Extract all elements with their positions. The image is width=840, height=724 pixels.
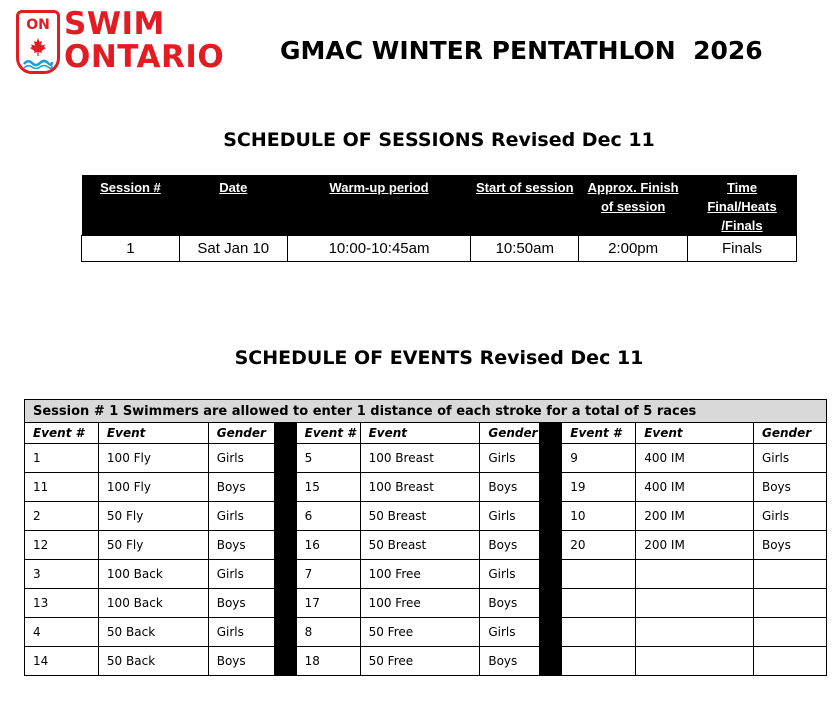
event-name-cell: 50 Back [98,647,208,676]
header-event: Event [98,423,208,444]
column-divider [274,618,296,647]
start-cell: 10:50am [471,236,579,262]
event-number-cell: 1 [25,444,99,473]
event-name-cell [636,647,754,676]
gender-cell: Boys [480,589,540,618]
event-name-cell [636,618,754,647]
event-name-cell: 100 Free [360,589,480,618]
gender-cell: Girls [480,502,540,531]
event-number-cell: 20 [562,531,636,560]
gender-cell: Boys [208,531,274,560]
gender-cell: Boys [753,531,826,560]
events-table [24,399,827,676]
column-divider [540,502,562,531]
event-name-cell: 200 IM [636,502,754,531]
column-divider [274,502,296,531]
event-name-cell: 100 Breast [360,444,480,473]
gender-cell: Boys [480,647,540,676]
sessions-table [81,175,797,262]
column-divider [540,589,562,618]
event-number-cell: 12 [25,531,99,560]
event-name-cell: 200 IM [636,531,754,560]
maple-leaf-icon [28,37,48,57]
event-number-cell: 3 [25,560,99,589]
event-name-cell [636,560,754,589]
event-name-cell: 50 Back [98,618,208,647]
column-divider [274,531,296,560]
gender-cell [753,618,826,647]
header-event-number: Event # [25,423,99,444]
event-number-cell: 10 [562,502,636,531]
header-session-number: Session # [82,175,180,236]
events-header-row [25,423,827,444]
table-row [25,531,827,560]
logo-badge-text: ON [26,17,50,33]
event-number-cell: 7 [296,560,360,589]
table-row [25,560,827,589]
event-name-cell: 400 IM [636,444,754,473]
column-divider [274,473,296,502]
session-number-cell: 1 [82,236,180,262]
table-row [25,473,827,502]
header-event: Event [360,423,480,444]
table-row [25,502,827,531]
column-divider [540,444,562,473]
table-row [25,618,827,647]
column-divider [274,444,296,473]
event-number-cell: 5 [296,444,360,473]
event-name-cell: 50 Breast [360,502,480,531]
header-event-number: Event # [296,423,360,444]
event-name-cell [636,589,754,618]
event-number-cell: 4 [25,618,99,647]
gender-cell: Boys [753,473,826,502]
finish-cell: 2:00pm [579,236,688,262]
gender-cell [753,560,826,589]
gender-cell: Girls [208,560,274,589]
event-number-cell [562,560,636,589]
header-time-final: Time Final/Heats /Finals [688,175,797,236]
table-row [25,444,827,473]
gender-cell: Girls [208,444,274,473]
event-number-cell [562,618,636,647]
gender-cell: Boys [208,647,274,676]
time-final-cell: Finals [688,236,797,262]
header-approx-finish: Approx. Finish of session [579,175,688,236]
event-name-cell: 50 Breast [360,531,480,560]
event-name-cell: 50 Free [360,618,480,647]
header-gender: Gender [753,423,826,444]
header-warmup-period: Warm-up period [287,175,471,236]
gender-cell: Boys [208,589,274,618]
gender-cell: Boys [480,531,540,560]
logo-line-2: ONTARIO [64,39,225,75]
header-gender: Gender [208,423,274,444]
gender-cell: Girls [753,444,826,473]
event-number-cell: 19 [562,473,636,502]
event-number-cell: 8 [296,618,360,647]
event-number-cell: 18 [296,647,360,676]
table-row [25,589,827,618]
gender-cell [753,589,826,618]
event-name-cell: 400 IM [636,473,754,502]
event-name-cell: 100 Back [98,589,208,618]
event-name-cell: 50 Fly [98,502,208,531]
logo-wordmark [64,8,224,74]
header-gender: Gender [480,423,540,444]
event-name-cell: 100 Breast [360,473,480,502]
event-number-cell [562,589,636,618]
sessions-section-title: SCHEDULE OF SESSIONS Revised Dec 11 [223,129,655,151]
event-number-cell: 17 [296,589,360,618]
event-name-cell: 100 Back [98,560,208,589]
table-row [25,647,827,676]
event-number-cell: 9 [562,444,636,473]
event-number-cell: 13 [25,589,99,618]
date-cell: Sat Jan 10 [179,236,287,262]
events-banner-row [25,400,827,423]
logo-badge [16,10,60,74]
gender-cell: Girls [480,444,540,473]
gender-cell: Boys [480,473,540,502]
gender-cell: Girls [480,560,540,589]
event-number-cell: 2 [25,502,99,531]
column-divider [274,647,296,676]
event-name-cell: 100 Fly [98,473,208,502]
event-number-cell: 15 [296,473,360,502]
header-event-number: Event # [562,423,636,444]
column-divider [274,423,296,444]
column-divider [274,589,296,618]
column-divider [540,618,562,647]
event-name-cell: 50 Fly [98,531,208,560]
page-title: GMAC WINTER PENTATHLON 2026 [280,36,763,65]
event-name-cell: 100 Free [360,560,480,589]
header-event: Event [636,423,754,444]
gender-cell [753,647,826,676]
sessions-header-row [82,175,797,236]
gender-cell: Girls [208,618,274,647]
event-number-cell: 16 [296,531,360,560]
event-number-cell: 11 [25,473,99,502]
event-number-cell: 14 [25,647,99,676]
events-section-title: SCHEDULE OF EVENTS Revised Dec 11 [234,347,644,369]
event-number-cell: 6 [296,502,360,531]
event-name-cell: 100 Fly [98,444,208,473]
wave-icon [23,57,53,69]
gender-cell: Girls [753,502,826,531]
column-divider [274,560,296,589]
table-row [82,236,797,262]
swim-ontario-logo [16,6,225,78]
column-divider [540,473,562,502]
event-name-cell: 50 Free [360,647,480,676]
gender-cell: Girls [208,502,274,531]
column-divider [540,560,562,589]
warmup-cell: 10:00-10:45am [287,236,471,262]
column-divider [540,647,562,676]
gender-cell: Boys [208,473,274,502]
gender-cell: Girls [480,618,540,647]
header-date: Date [179,175,287,236]
header-start-of-session: Start of session [471,175,579,236]
column-divider [540,423,562,444]
session-note-banner: Session # 1 Swimmers are allowed to enter 1 distance of each stroke for a total of 5 races [25,400,827,423]
column-divider [540,531,562,560]
event-number-cell [562,647,636,676]
logo-line-1: SWIM [64,6,165,42]
